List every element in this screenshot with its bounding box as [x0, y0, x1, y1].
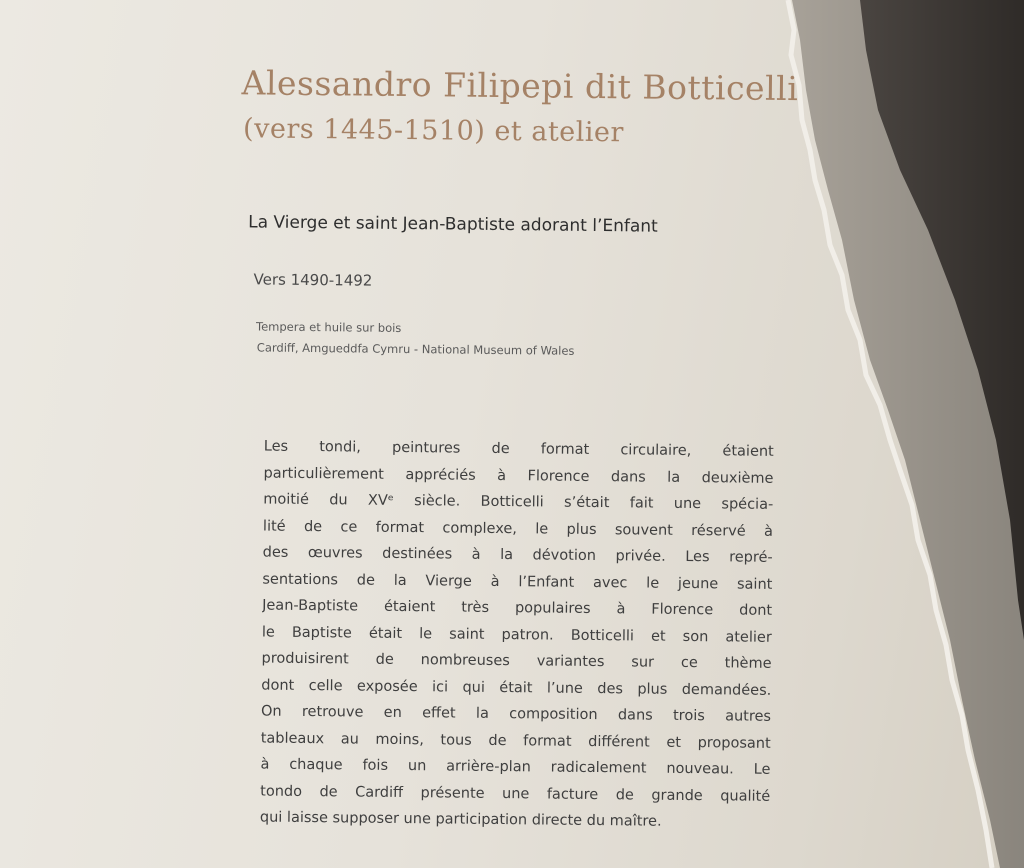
description-line: Jean-Baptiste étaient très populaires à Florence dont — [262, 597, 773, 619]
artwork-title: La Vierge et saint Jean-Baptiste adorant l’Enfant — [248, 212, 658, 237]
artwork-medium: Tempera et huile sur bois — [255, 319, 402, 335]
description-line: dont celle exposée ici qui était l’une des plus demandées. — [261, 677, 772, 699]
description-line: sentations de la Vierge à l’Enfant avec le jeune saint — [262, 571, 773, 593]
description-line: des œuvres destinées à la dévotion privée. Les repré- — [262, 544, 773, 566]
artist-dates: (vers 1445-1510) et atelier — [242, 113, 625, 149]
artwork-date: Vers 1490-1492 — [253, 270, 373, 290]
description-line: tondo de Cardiff présente une facture de grande qualité — [260, 783, 771, 805]
description-line: Les tondi, peintures de format circulaire, étaient — [263, 438, 774, 460]
description-line: moitié du XVᵉ siècle. Botticelli s’était fait une spécia- — [263, 491, 774, 513]
description-line: produisirent de nombreuses variantes sur ce thème — [261, 650, 772, 672]
description-line: tableaux au moins, tous de format différent et proposant — [260, 730, 771, 752]
artist-name: Alessandro Filipepi dit Botticelli — [241, 63, 799, 109]
description-line: le Baptiste était le saint patron. Botticelli et son atelier — [261, 624, 772, 646]
description-line: lité de ce format complexe, le plus souvent réservé à — [262, 518, 774, 540]
artwork-collection: Cardiff, Amgueddfa Cymru - National Museum of Wales — [256, 340, 575, 358]
description-line: à chaque fois un arrière-plan radicalement nouveau. Le — [260, 756, 771, 778]
description-line: On retrouve en effet la composition dans trois autres — [260, 703, 772, 725]
description-text — [260, 434, 774, 837]
description-line: particulièrement appréciés à Florence dans la deuxième — [263, 465, 774, 487]
description-line: qui laisse supposer une participation directe du maître. — [259, 809, 662, 830]
